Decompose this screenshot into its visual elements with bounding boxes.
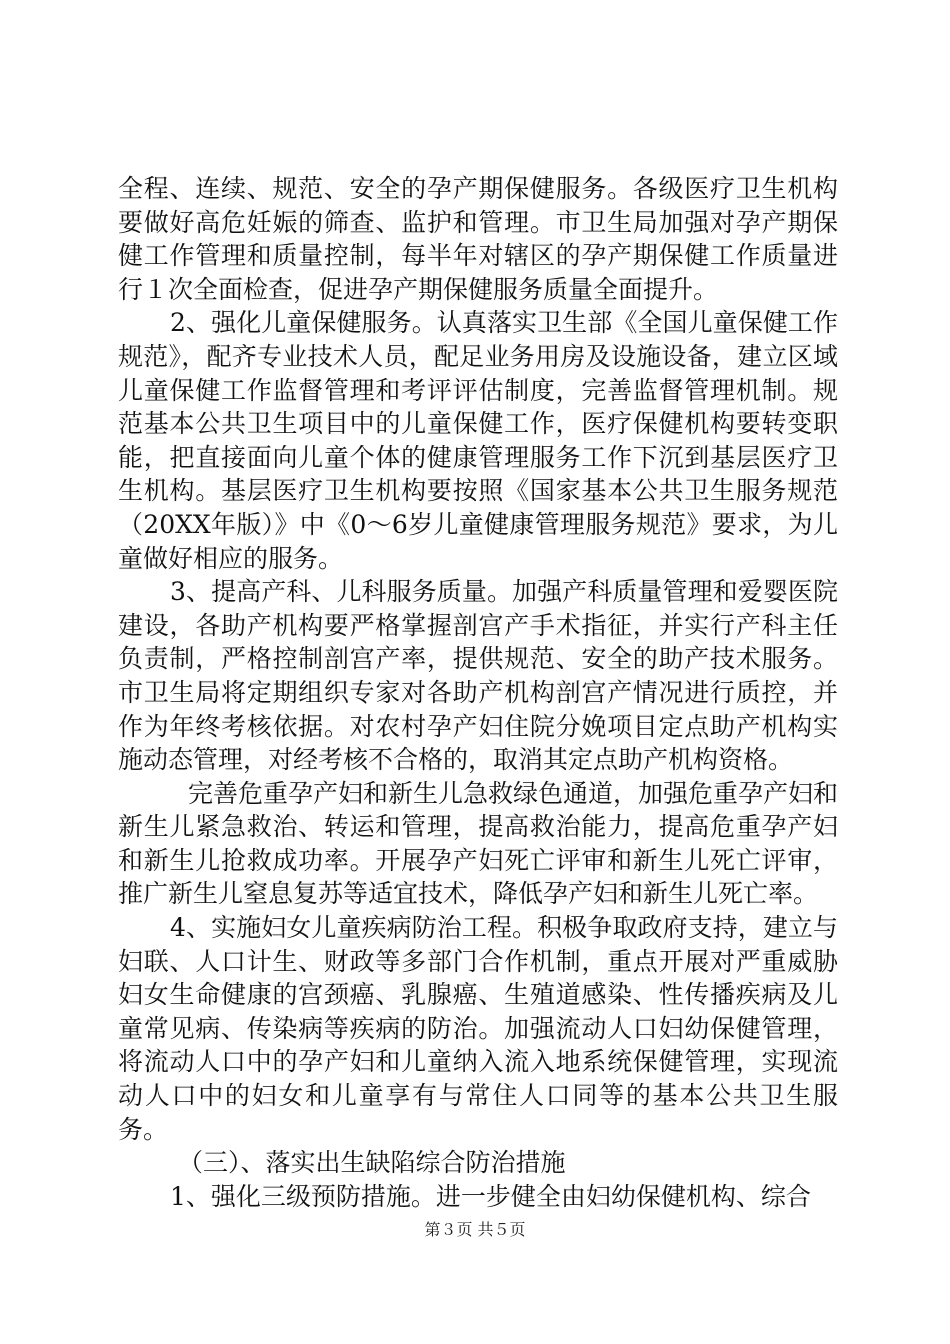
paragraph-obstetrics-quality: 3、提高产科、儿科服务质量。加强产科质量管理和爱婴医院建设，各助产机构要严格掌握剖宫产手术指征，并实行产科主任负责制，严格控制剖宫产率，提供规范、安全的助产技术服务。市卫生局将定期组织专家对各助产机构剖宫产情况进行质控，并作为年终考核依据。对农村孕产妇住院分娩项目定点助产机构实施动态管理，对经考核不合格的，取消其定点助产机构资格。 [118, 577, 838, 775]
section-heading: （三）、落实出生缺陷综合防治措施 [178, 1148, 566, 1178]
paragraph-disease-prevention: 4、实施妇女儿童疾病防治工程。积极争取政府支持，建立与妇联、人口计生、财政等多部门合作机制，重点开展对严重威胁妇女生命健康的宫颈癌、乳腺癌、生殖道感染、性传播疾病及儿童常见病、传染病等疾病的防治。加强流动人口妇幼保健管理，将流动人口中的孕产妇和儿童纳入流入地系统保健管理，实现流动人口中的妇女和儿童享有与常住人口同等的基本公共卫生服务。 [118, 913, 838, 1144]
document-body [118, 172, 838, 1213]
paragraph-three-level-prevention: 1、强化三级预防措施。进一步健全由妇幼保健机构、综合 [170, 1181, 811, 1211]
page-number: 第３页 共５页 [424, 1220, 526, 1239]
paragraph-child-health: 2、强化儿童保健服务。认真落实卫生部《全国儿童保健工作规范》，配齐专业技术人员，配足业务用房及设施设备，建立区域儿童保健工作监督管理和考评评估制度，完善监督管理机制。规范基本公共卫生项目中的儿童保健工作，医疗保健机构要转变职能，把直接面向儿童个体的健康管理服务工作下沉到基层医疗卫生机构。基层医疗卫生机构要按照《国家基本公共卫生服务规范（20XX年版）》中《0～6岁儿童健康管理服务规范》要求，为儿童做好相应的服务。 [118, 308, 838, 573]
paragraph-emergency-channel: 完善危重孕产妇和新生儿急救绿色通道，加强危重孕产妇和新生儿紧急救治、转运和管理，提高救治能力，提高危重孕产妇和新生儿抢救成功率。开展孕产妇死亡评审和新生儿死亡评审，推广新生儿窒息复苏等适宜技术，降低孕产妇和新生儿死亡率。 [118, 778, 839, 909]
paragraph-continuation: 全程、连续、规范、安全的孕产期保健服务。各级医疗卫生机构要做好高危妊娠的筛查、监护和管理。市卫生局加强对孕产期保健工作管理和质量控制，每半年对辖区的孕产期保健工作质量进行１次全面检查，促进孕产期保健服务质量全面提升。 [118, 174, 838, 304]
